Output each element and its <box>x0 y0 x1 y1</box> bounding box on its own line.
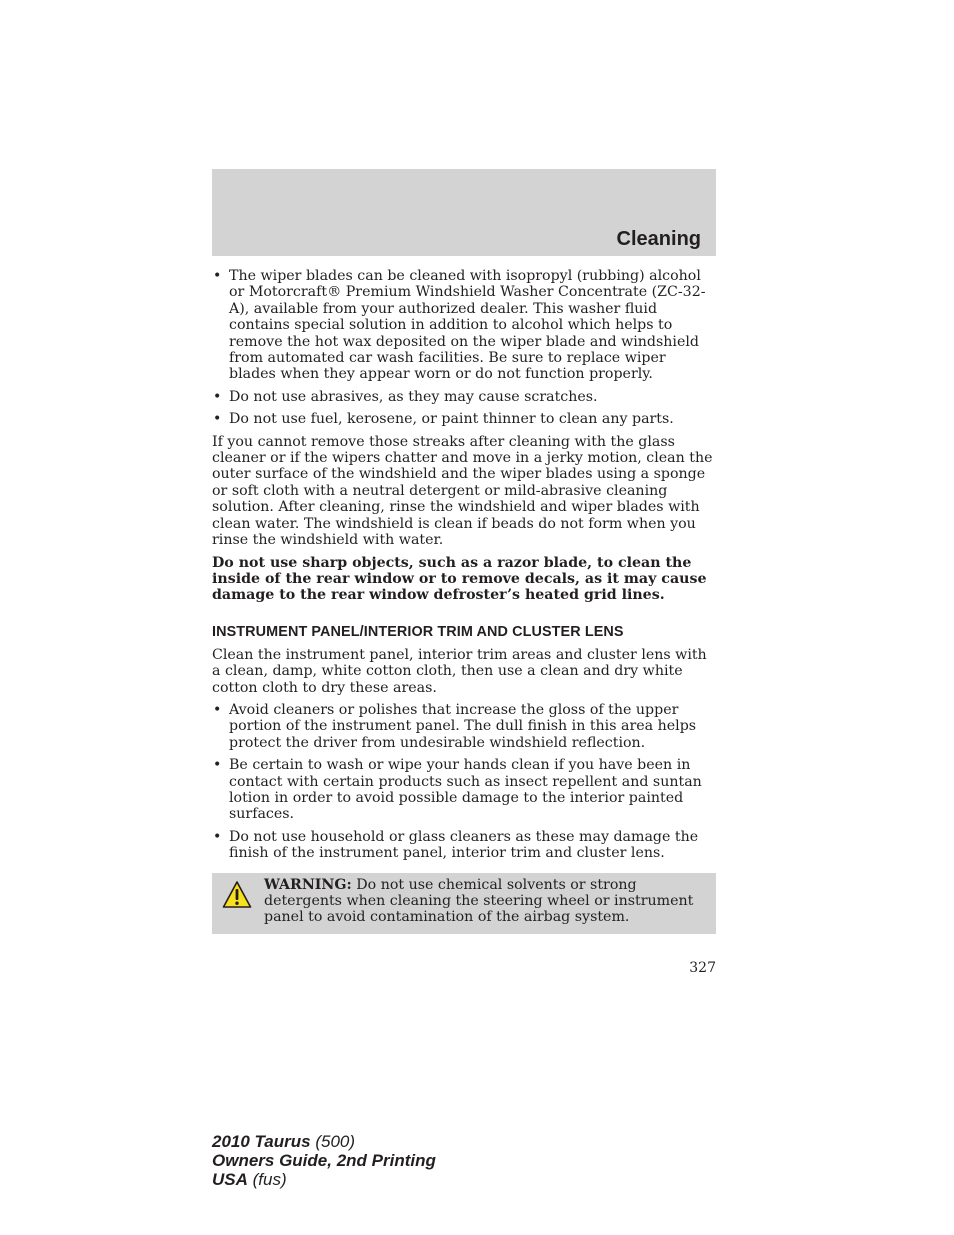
instrument-intro-paragraph: Clean the instrument panel, interior trim areas and cluster lens with a clean, damp, white cotton cloth, then use a clean and dry white cotton cloth to dry these areas. <box>212 646 707 696</box>
warning-box <box>212 873 716 934</box>
caution-paragraph: Do not use sharp objects, such as a razor blade, to clean the inside of the rear window or to remove decals, as it may cause damage to the rear window defroster’s heated grid lines. <box>212 554 707 604</box>
list-item: • The wiper blades can be cleaned with isopropyl (rubbing) alcohol or Motorcraft® Premium Windshield Washer Concentrate (ZC-32-A), available from your authorized dealer. This washer fluid contains special solution in addition to alcohol which helps to remove the hot wax deposited on the wiper blade and windshield from automated car wash facilities. Be sure to replace wiper blades when they appear worn or do not function properly. <box>212 268 716 383</box>
list-item: • Avoid cleaners or polishes that increase the gloss of the upper portion of the instrument panel. The dull finish in this area helps protect the driver from undesirable windshield reflection. <box>212 702 716 751</box>
instrument-bullet-list <box>212 702 716 862</box>
list-item: • Do not use abrasives, as they may cause scratches. <box>212 389 716 405</box>
warning-text: Do not use chemical solvents or strong detergents when cleaning the steering wheel or instrument panel to avoid contamination of the airbag system. <box>264 876 694 926</box>
instrument-panel-heading: INSTRUMENT PANEL/INTERIOR TRIM AND CLUSTER LENS <box>212 623 624 640</box>
list-item: • Do not use fuel, kerosene, or paint thinner to clean any parts. <box>212 411 716 427</box>
wiper-bullet-list <box>212 268 716 428</box>
footer-line-model <box>212 1132 436 1151</box>
warning-triangle-icon <box>222 880 252 910</box>
section-header-band <box>212 169 716 256</box>
document-footer <box>212 1132 436 1189</box>
footer-model-code: (500) <box>315 1132 356 1151</box>
footer-region: USA <box>212 1170 248 1189</box>
footer-region-code: (fus) <box>252 1170 287 1189</box>
page-number: 327 <box>689 960 716 976</box>
footer-model: 2010 Taurus <box>212 1132 311 1151</box>
footer-line-region <box>212 1170 436 1189</box>
footer-edition: Owners Guide, 2nd Printing <box>212 1151 436 1170</box>
footer-line-edition <box>212 1151 436 1170</box>
list-item: • Be certain to wash or wipe your hands clean if you have been in contact with certain products such as insect repellent and suntan lotion in order to avoid possible damage to the interior painted surfaces. <box>212 757 716 823</box>
list-item: • Do not use household or glass cleaners as these may damage the finish of the instrument panel, interior trim and cluster lens. <box>212 829 716 862</box>
streaks-paragraph: If you cannot remove those streaks after cleaning with the glass cleaner or if the wipers chatter and move in a jerky motion, clean the outer surface of the windshield and the wiper blades using a sponge or soft cloth with a neutral detergent or mild-abrasive cleaning solution. After cleaning, rinse the windshield and wiper blades with clean water. The windshield is clean if beads do not form when you rinse the windshield with water. <box>212 433 713 549</box>
section-title: Cleaning <box>616 228 701 250</box>
page-content <box>212 268 716 934</box>
warning-label: WARNING: <box>264 876 352 893</box>
